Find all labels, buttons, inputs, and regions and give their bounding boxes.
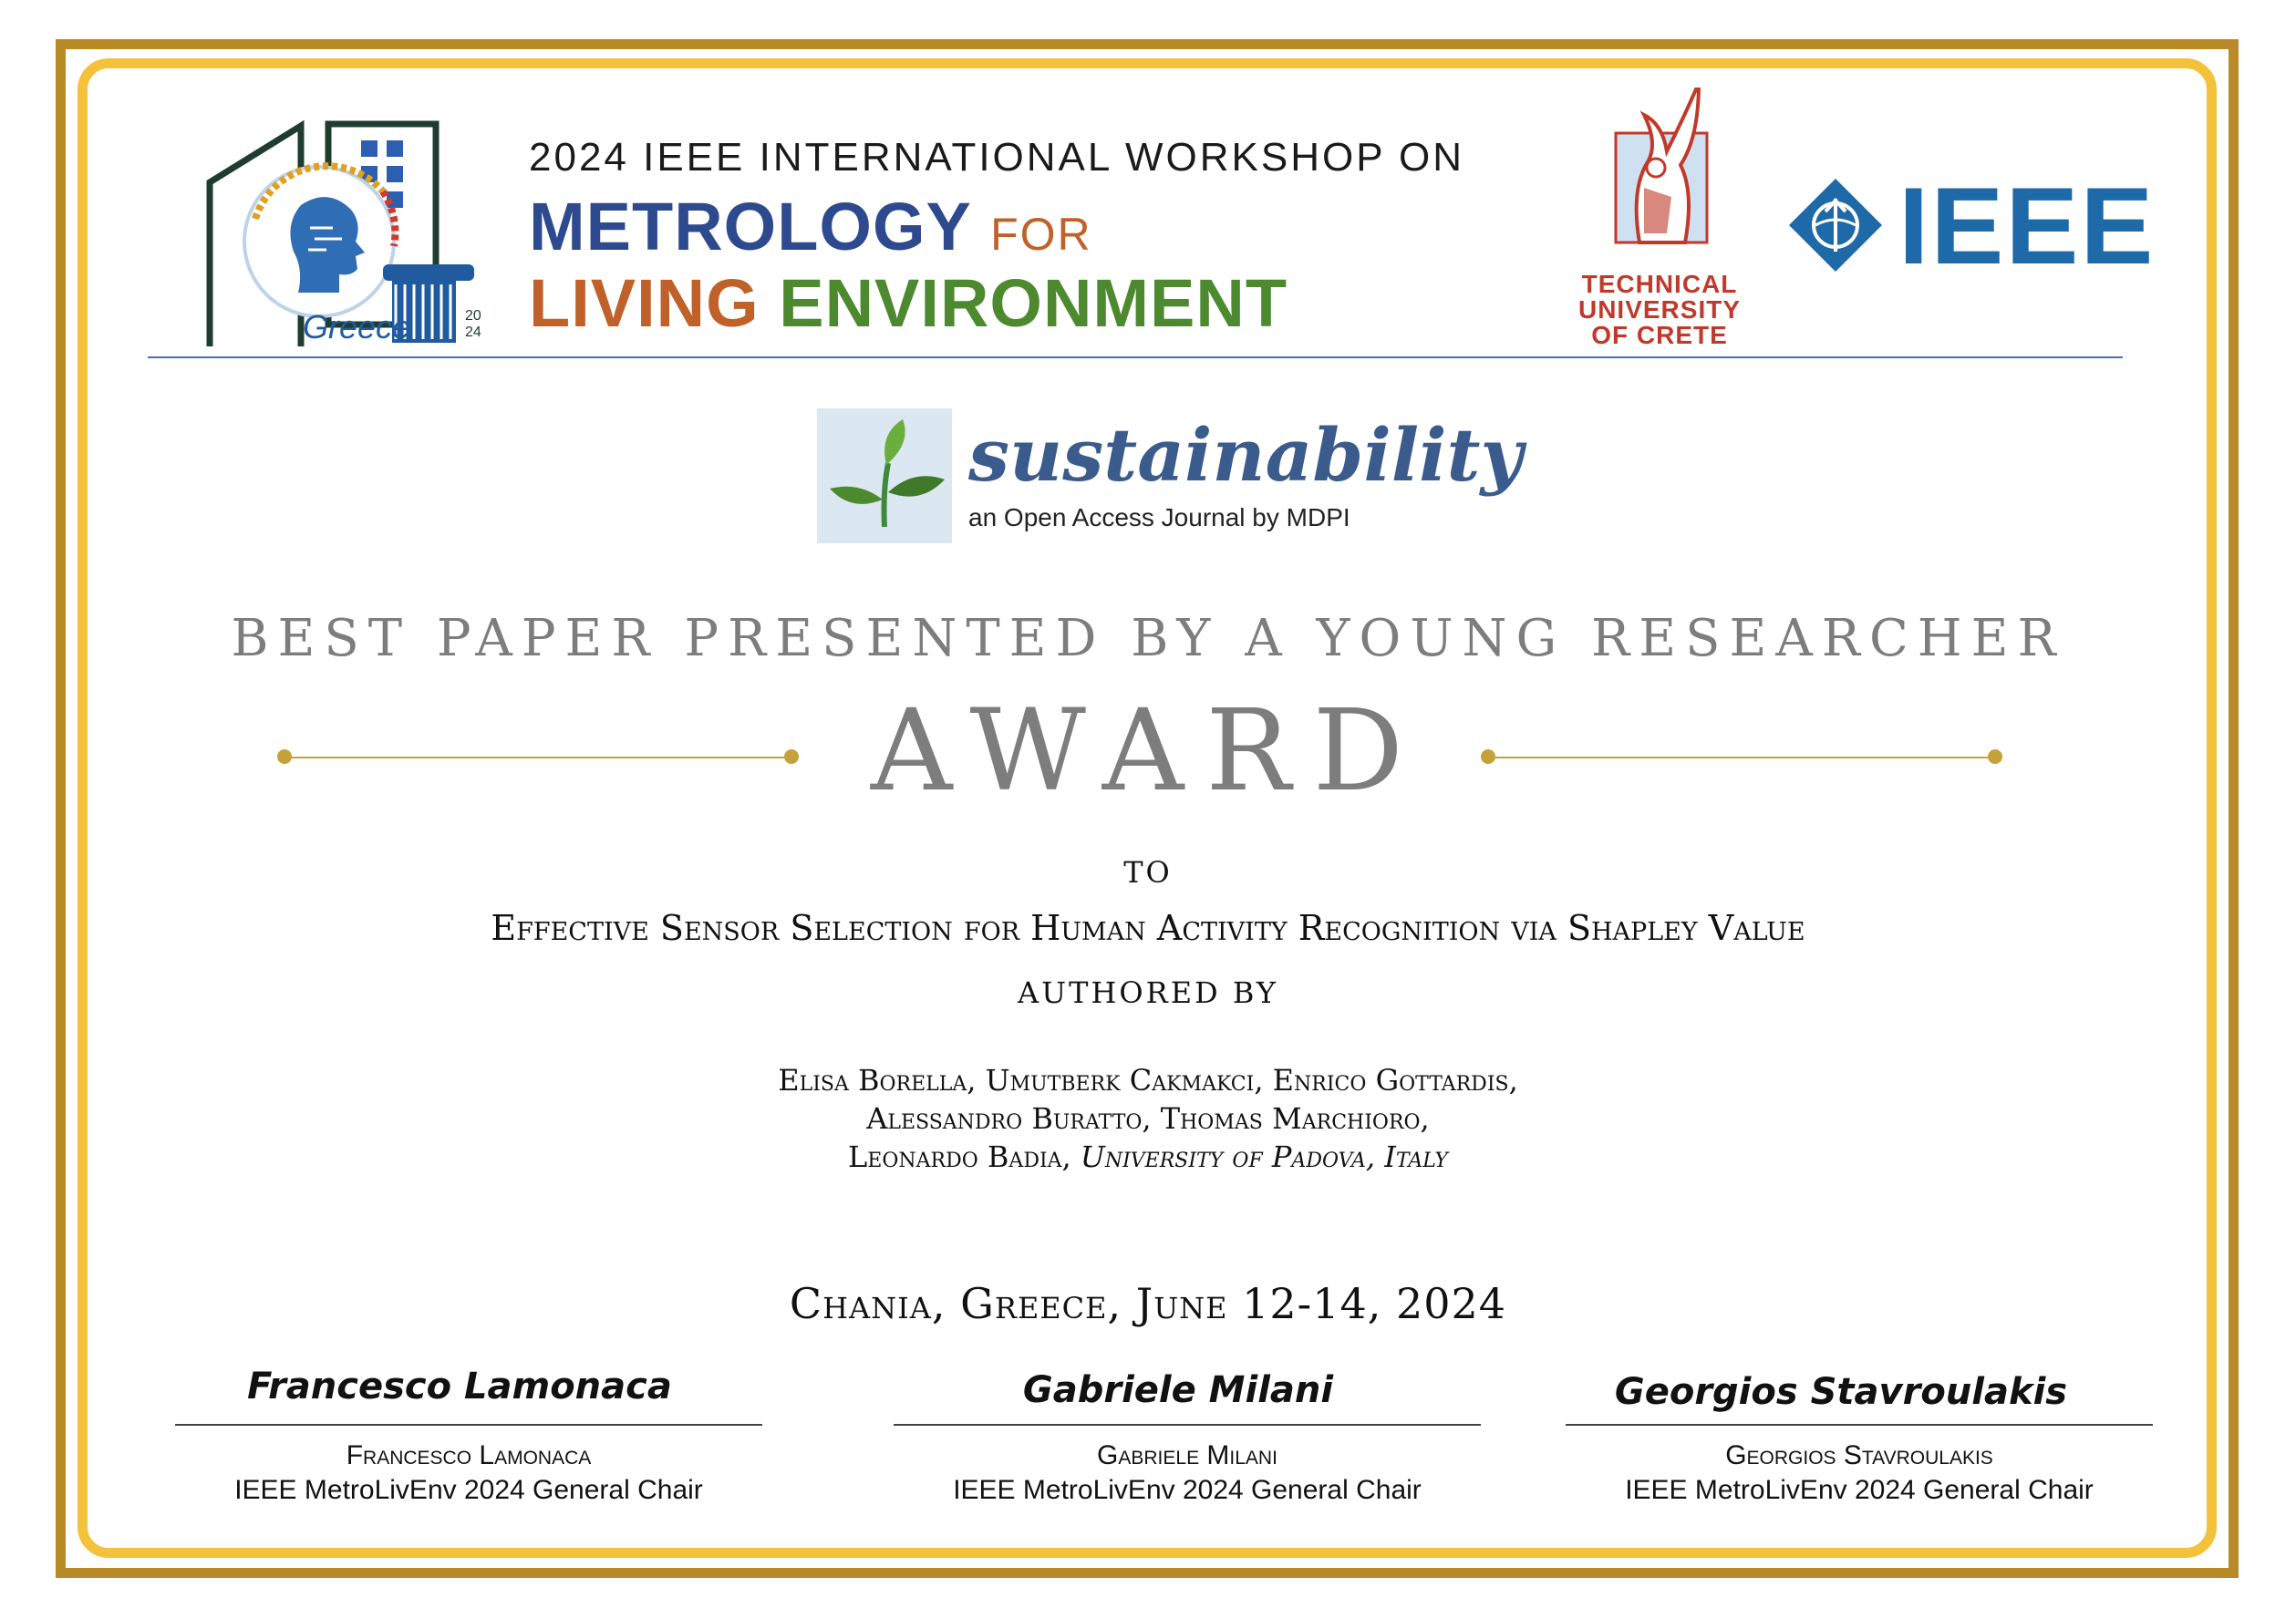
workshop-title-line: 2024 IEEE INTERNATIONAL WORKSHOP ON [529, 135, 1464, 180]
authors-line-1: Elisa Borella, Umutberk Cakmakci, Enrico Gottardis, [778, 1063, 1518, 1098]
tuc-line-2: UNIVERSITY [1577, 295, 1742, 324]
workshop-metrology [529, 188, 1092, 265]
logo-year-label: 20 24 [465, 308, 481, 340]
authors-line-2: Alessandro Buratto, Thomas Marchioro, [866, 1101, 1430, 1136]
logo-greece-label: Greece [303, 308, 411, 345]
sprout-icon [817, 408, 952, 543]
paper-title: Effective Sensor Selection for Human Activity Recognition via Shapley Value [491, 908, 1805, 948]
tuc-line-1: TECHNICAL [1581, 270, 1738, 298]
metrology-word: METROLOGY [529, 189, 971, 264]
ieee-diamond-icon [1785, 175, 1886, 275]
authors-line-3-names: Leonardo Badia, [848, 1139, 1081, 1174]
environment-word: ENVIRONMENT [779, 265, 1288, 341]
signatory-role-3: IEEE MetroLivEnv 2024 General Chair [1625, 1475, 2094, 1505]
signatory-name-2: Gabriele Milani [1097, 1440, 1277, 1470]
tuc-name [1550, 272, 1769, 348]
signatory-name-1: Francesco Lamonaca [346, 1440, 592, 1470]
journal-name: sustainability [968, 412, 1523, 498]
journal-subtitle: an Open Access Journal by MDPI [968, 503, 1350, 531]
signatory-role-2: IEEE MetroLivEnv 2024 General Chair [953, 1475, 1422, 1505]
living-word: LIVING [529, 265, 760, 341]
signature-1: Francesco Lamonaca [247, 1366, 672, 1408]
sustainability-logo [817, 408, 952, 543]
award-category: BEST PAPER PRESENTED BY A YOUNG RESEARCHER [231, 609, 2065, 668]
ornament-line-right [1488, 757, 1995, 758]
ieee-wordmark: IEEE [1898, 165, 2156, 287]
award-heading: AWARD [870, 686, 1426, 817]
header-divider [148, 356, 2123, 358]
authored-by-label: AUTHORED BY [1018, 975, 1278, 1010]
ornament-dot-right-inner [1481, 749, 1495, 764]
signature-2: Gabriele Milani [1022, 1369, 1334, 1411]
authors-line-3 [0, 1139, 2296, 1174]
signature-line-2 [894, 1424, 1481, 1426]
ornament-dot-right-outer [1988, 749, 2002, 764]
for-word: FOR [990, 209, 1092, 260]
tuc-emblem [1612, 88, 1711, 259]
workshop-living-environment [529, 264, 1288, 342]
signatory-name-3: Georgios Stavroulakis [1725, 1440, 1993, 1470]
place-and-date: Chania, Greece, June 12-14, 2024 [789, 1279, 1507, 1328]
tuc-line-3: OF CRETE [1591, 321, 1728, 349]
affiliation: University of Padova, Italy [1080, 1139, 1448, 1174]
to-label: TO [1123, 855, 1173, 890]
signature-line-1 [175, 1424, 762, 1426]
signatory-role-1: IEEE MetroLivEnv 2024 General Chair [234, 1475, 703, 1505]
signature-3: Georgios Stavroulakis [1614, 1371, 2068, 1413]
signature-line-3 [1566, 1424, 2153, 1426]
